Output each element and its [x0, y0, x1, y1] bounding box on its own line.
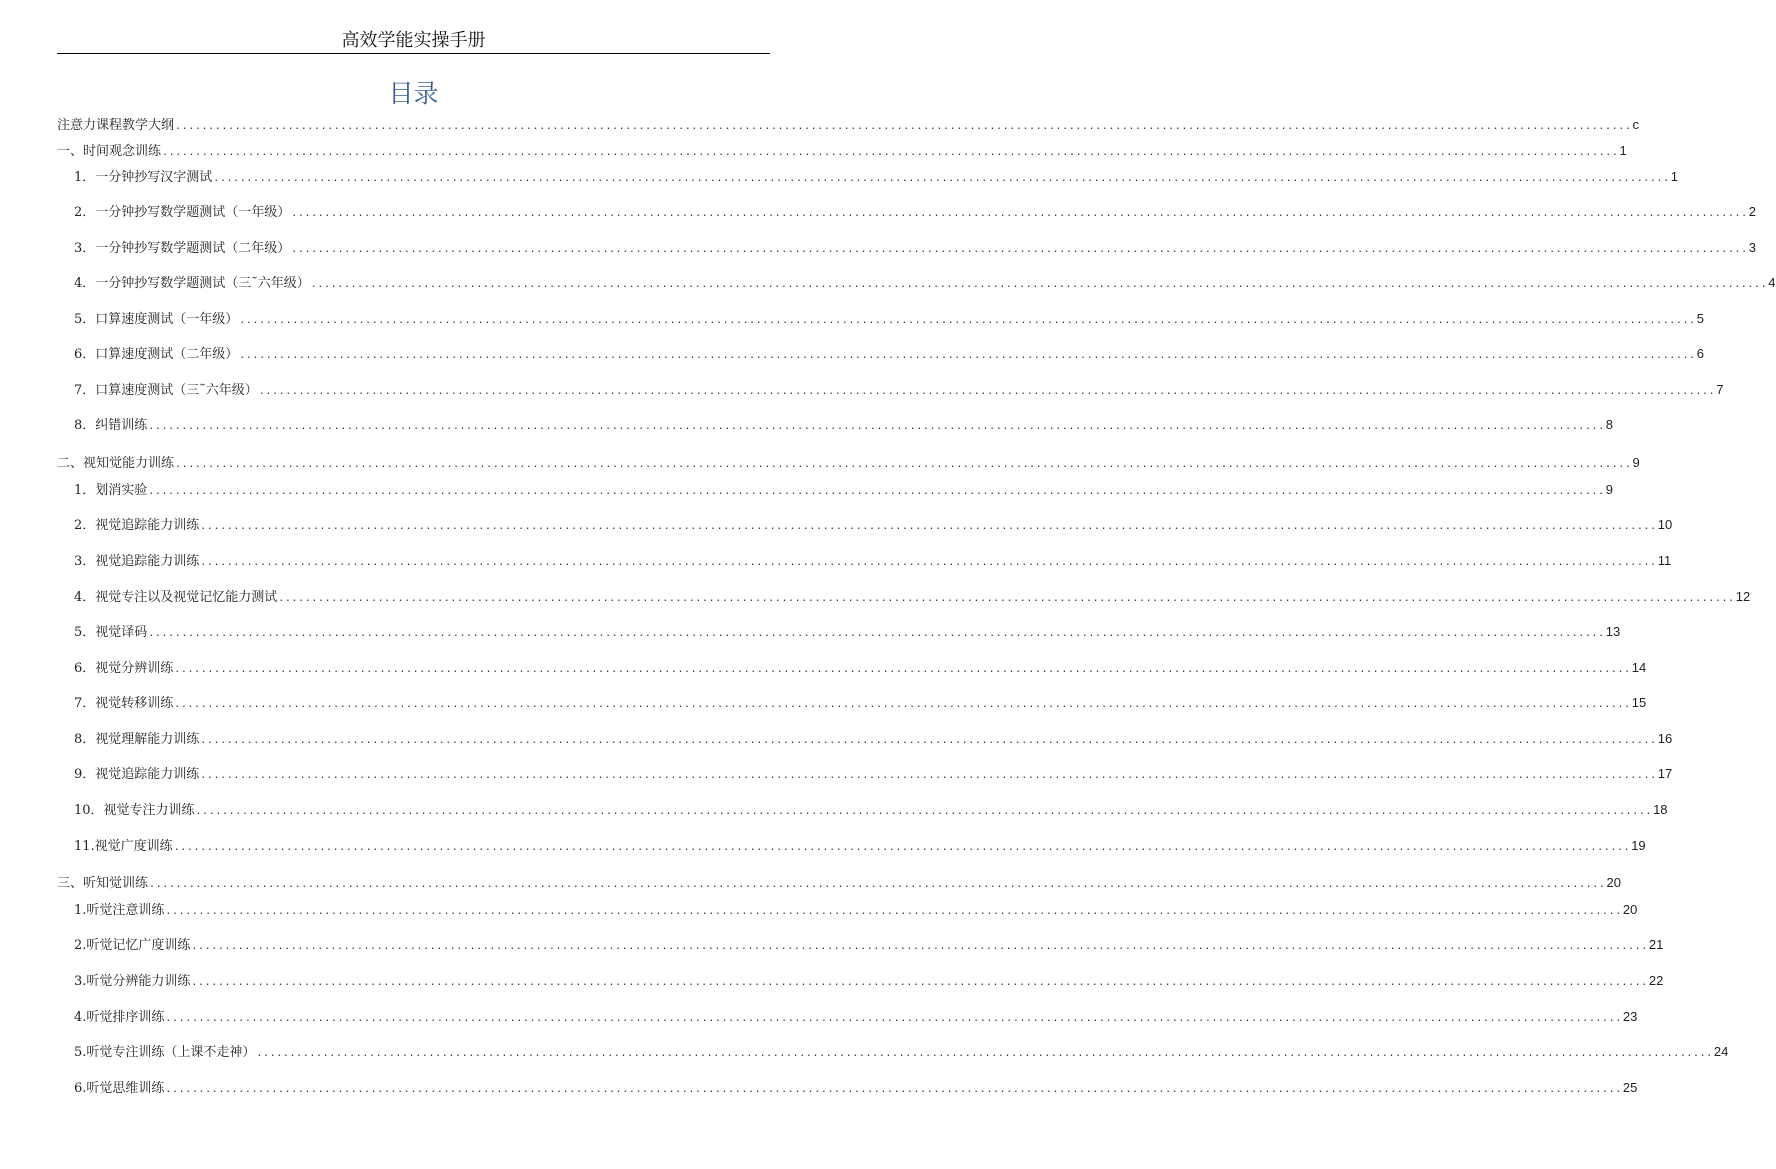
toc-page-number: 1	[1619, 143, 1627, 158]
toc-entry[interactable]	[74, 765, 1673, 785]
toc-dot-leader: ............................................................................................................................................................................................................................	[173, 842, 1631, 853]
toc-entry[interactable]	[74, 168, 1679, 188]
toc-dot-leader: ............................................................................................................................................................................................................................	[239, 350, 1696, 361]
toc-entry[interactable]	[74, 516, 1673, 536]
toc-title: 目录	[388, 79, 439, 108]
toc-entry[interactable]	[74, 481, 1614, 501]
toc-entry-text: 11.视觉广度训练	[74, 839, 173, 854]
toc-page-number: 3	[1748, 240, 1757, 255]
toc-entry[interactable]	[74, 659, 1647, 679]
toc-entry-text: 8．纠错训练	[74, 418, 148, 433]
toc-entry[interactable]	[74, 239, 1757, 259]
toc-dot-leader: ............................................................................................................................................................................................................................	[258, 386, 1716, 397]
toc-dot-leader: ............................................................................................................................................................................................................................	[213, 173, 1670, 184]
toc-dot-leader: ............................................................................................................................................................................................................................	[310, 279, 1768, 290]
toc-entry-text: 4．一分钟抄写数学题测试（三˜六年级）	[74, 276, 310, 291]
toc-entry-text: 4．视觉专注以及视觉记忆能力测试	[74, 590, 278, 605]
toc-entry[interactable]	[74, 623, 1621, 643]
toc-dot-leader: ............................................................................................................................................................................................................................	[148, 628, 1605, 639]
toc-entry-text: 3．一分钟抄写数学题测试（二年级）	[74, 241, 291, 256]
toc-entry-text: 三、听知觉训练	[57, 876, 149, 891]
toc-entry-text: 2．一分钟抄写数学题测试（一年级）	[74, 205, 291, 220]
toc-page-number: c	[1632, 117, 1640, 132]
toc-entry[interactable]	[74, 381, 1724, 401]
toc-entry[interactable]	[57, 454, 1640, 474]
page-header-title: 高效学能实操手册	[341, 30, 486, 51]
toc-entry[interactable]	[74, 730, 1673, 750]
toc-dot-leader: ............................................................................................................................................................................................................................	[200, 557, 1657, 568]
toc-entry-text: 一、时间观念训练	[57, 144, 162, 159]
toc-page-number: 21	[1648, 937, 1664, 952]
toc-dot-leader: ............................................................................................................................................................................................................................	[191, 977, 1648, 988]
toc-entry-text: 1．一分钟抄写汉字测试	[74, 170, 213, 185]
toc-entry[interactable]	[74, 1079, 1638, 1099]
toc-page-number: 4	[1768, 275, 1776, 290]
toc-entry[interactable]	[74, 972, 1664, 992]
toc-page-number: 19	[1631, 838, 1646, 853]
toc-entry[interactable]	[74, 416, 1614, 436]
toc-page-number: 5	[1696, 311, 1705, 326]
toc-dot-leader: ............................................................................................................................................................................................................................	[291, 244, 1748, 255]
toc-entry-text: 9．视觉追踪能力训练	[74, 767, 200, 782]
toc-dot-leader: ............................................................................................................................................................................................................................	[291, 208, 1748, 219]
toc-page-number: 16	[1657, 731, 1673, 746]
toc-entry[interactable]	[57, 874, 1621, 894]
toc-entry-text: 5．口算速度测试（一年级）	[74, 312, 239, 327]
toc-dot-leader: ............................................................................................................................................................................................................................	[165, 1013, 1622, 1024]
toc-page-number: 10	[1657, 517, 1673, 532]
toc-entry[interactable]	[74, 936, 1664, 956]
toc-entry[interactable]	[74, 801, 1668, 821]
toc-entry[interactable]	[74, 1008, 1638, 1028]
toc-page-number: 9	[1605, 482, 1614, 497]
toc-entry-text: 7．口算速度测试（三˜六年级）	[74, 383, 258, 398]
toc-entry-text: 3.听觉分辨能力训练	[74, 974, 191, 989]
toc-dot-leader: ............................................................................................................................................................................................................................	[200, 521, 1657, 532]
toc-entry[interactable]	[74, 901, 1638, 921]
toc-page-number: 20	[1606, 875, 1621, 890]
toc-page-number: 18	[1653, 802, 1668, 817]
header-divider	[57, 53, 770, 54]
toc-entry-text: 6．口算速度测试（二年级）	[74, 347, 239, 362]
toc-entry[interactable]	[74, 345, 1705, 365]
toc-entry-text: 二、视知觉能力训练	[57, 456, 175, 471]
toc-entry[interactable]	[74, 274, 1776, 294]
toc-dot-leader: ............................................................................................................................................................................................................................	[174, 664, 1631, 675]
toc-page-number: 20	[1622, 902, 1638, 917]
toc-dot-leader: ............................................................................................................................................................................................................................	[191, 941, 1648, 952]
toc-dot-leader: ............................................................................................................................................................................................................................	[239, 315, 1696, 326]
toc-entry-text: 4.听觉排序训练	[74, 1010, 165, 1025]
toc-entry-text: 注意力课程教学大纲	[57, 118, 175, 133]
toc-entry[interactable]	[74, 588, 1751, 608]
toc-page-number: 24	[1713, 1044, 1729, 1059]
toc-entry-text: 2.听觉记忆广度训练	[74, 938, 191, 953]
toc-entry-text: 5．视觉译码	[74, 625, 148, 640]
toc-entry-text: 3．视觉追踪能力训练	[74, 554, 200, 569]
toc-entry-text: 2．视觉追踪能力训练	[74, 518, 200, 533]
toc-dot-leader: ............................................................................................................................................................................................................................	[148, 421, 1605, 432]
toc-dot-leader: ............................................................................................................................................................................................................................	[149, 879, 1606, 890]
toc-entry-text: 5.听觉专注训练（上课不走神）	[74, 1045, 256, 1060]
toc-dot-leader: ............................................................................................................................................................................................................................	[148, 486, 1605, 497]
toc-dot-leader: ............................................................................................................................................................................................................................	[165, 1084, 1622, 1095]
toc-entry-text: 1.听觉注意训练	[74, 903, 165, 918]
toc-entry-text: 6.听觉思维训练	[74, 1081, 165, 1096]
toc-entry[interactable]	[74, 694, 1647, 714]
toc-entry[interactable]	[74, 310, 1705, 330]
toc-page-number: 13	[1605, 624, 1621, 639]
toc-entry-text: 7．视觉转移训练	[74, 696, 174, 711]
toc-entry-text: 1．划消实验	[74, 483, 148, 498]
toc-entry[interactable]	[74, 203, 1757, 223]
toc-page-number: 15	[1631, 695, 1647, 710]
toc-page-number: 14	[1631, 660, 1647, 675]
toc-page-number: 1	[1670, 169, 1679, 184]
toc-dot-leader: ............................................................................................................................................................................................................................	[175, 459, 1632, 470]
toc-page-number: 23	[1622, 1009, 1638, 1024]
toc-page-number: 22	[1648, 973, 1664, 988]
toc-dot-leader: ............................................................................................................................................................................................................................	[256, 1048, 1713, 1059]
toc-entry-text: 6．视觉分辨训练	[74, 661, 174, 676]
toc-dot-leader: ............................................................................................................................................................................................................................	[162, 147, 1619, 158]
toc-entry[interactable]	[57, 142, 1627, 162]
toc-dot-leader: ............................................................................................................................................................................................................................	[195, 806, 1653, 817]
toc-page-number: 6	[1696, 346, 1705, 361]
toc-entry[interactable]	[57, 116, 1640, 136]
toc-page-number: 7	[1716, 382, 1724, 397]
toc-page-number: 11	[1657, 553, 1672, 568]
toc-dot-leader: ............................................................................................................................................................................................................................	[278, 593, 1735, 604]
toc-page-number: 12	[1735, 589, 1751, 604]
toc-page-number: 2	[1748, 204, 1757, 219]
toc-dot-leader: ............................................................................................................................................................................................................................	[175, 121, 1632, 132]
toc-page-number: 17	[1657, 766, 1673, 781]
toc-entry[interactable]	[74, 837, 1646, 857]
toc-entry-text: 10．视觉专注力训练	[74, 803, 195, 818]
toc-dot-leader: ............................................................................................................................................................................................................................	[200, 770, 1657, 781]
toc-page-number: 8	[1605, 417, 1614, 432]
toc-entry-text: 8．视觉理解能力训练	[74, 732, 200, 747]
toc-entry[interactable]	[74, 1043, 1729, 1063]
toc-dot-leader: ............................................................................................................................................................................................................................	[200, 735, 1657, 746]
toc-page-number: 25	[1622, 1080, 1638, 1095]
toc-page-number: 9	[1632, 455, 1640, 470]
toc-entry[interactable]	[74, 552, 1672, 572]
toc-dot-leader: ............................................................................................................................................................................................................................	[174, 699, 1631, 710]
toc-dot-leader: ............................................................................................................................................................................................................................	[165, 906, 1622, 917]
